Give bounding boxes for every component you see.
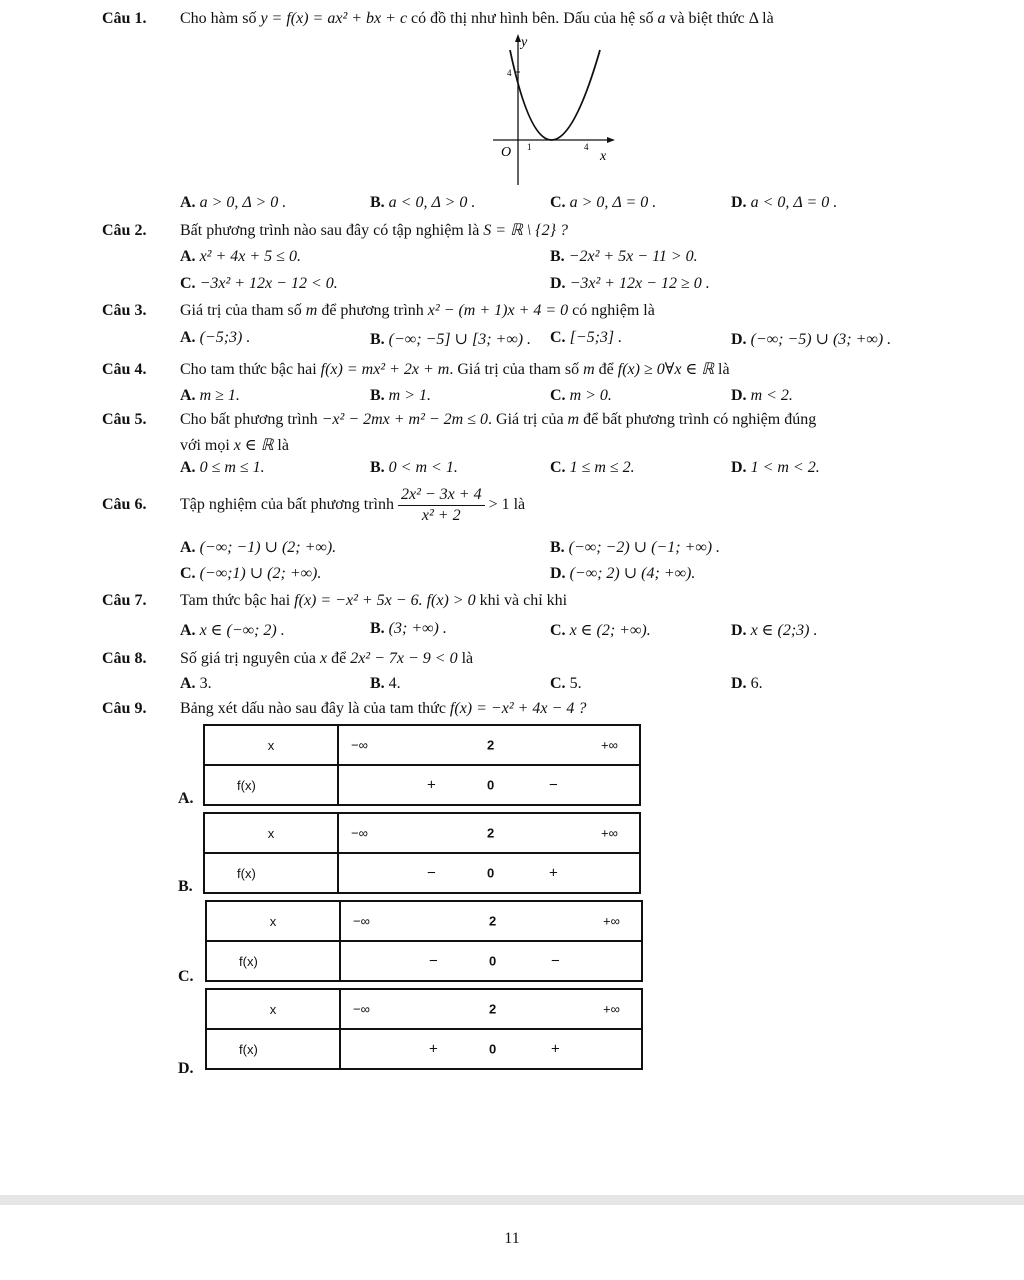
solution-set: S = ℝ \ {2} ? (483, 222, 569, 239)
option-c[interactable]: C. x ∈ (2; +∞). (550, 622, 651, 639)
question-number: Câu 7. (102, 592, 147, 609)
option-d[interactable]: D. x ∈ (2;3) . (731, 622, 818, 639)
sign-right: − (549, 776, 558, 794)
table-option-label[interactable]: D. (178, 1060, 194, 1077)
question-9 (102, 700, 586, 718)
inequality-rhs: > 1 (488, 496, 510, 514)
var-x: x (319, 650, 328, 667)
question-text: Giá trị của tham số (180, 302, 306, 319)
option-a[interactable]: A. x² + 4x + 5 ≤ 0. (180, 248, 301, 265)
var-m: m (305, 302, 318, 319)
option-d[interactable]: D. 6. (731, 675, 763, 692)
x-values (340, 901, 642, 941)
table-option-label[interactable]: B. (178, 878, 193, 895)
option-b[interactable]: B. −2x² + 5x − 11 > 0. (550, 248, 698, 265)
option-a[interactable]: A. 0 ≤ m ≤ 1. (180, 459, 265, 476)
question-number: Câu 1. (102, 10, 147, 27)
option-d[interactable]: D. 1 < m < 2. (731, 459, 820, 476)
option-a[interactable]: A. (−5;3) . (180, 329, 251, 346)
sign-table-option-3[interactable] (205, 988, 643, 1070)
function-expression: y = f(x) = ax² + bx + c (260, 10, 408, 27)
sign-values (340, 1029, 642, 1069)
condition: f(x) ≥ 0∀x ∈ ℝ (617, 361, 715, 378)
option-c[interactable]: C. −3x² + 12x − 12 < 0. (180, 275, 338, 292)
root-value: 2 (487, 825, 495, 841)
root-value: 2 (489, 1001, 497, 1017)
neg-infinity: −∞ (353, 913, 370, 929)
origin-label: O (501, 145, 512, 160)
option-b[interactable]: B. a < 0, Δ > 0 . (370, 194, 476, 211)
question-5-line-2: với mọi x ∈ ℝ là (180, 437, 289, 454)
table-row (204, 725, 640, 765)
fraction: $\frac{\text{2x² − 3x + 4}}{\text{x² + 2}}$ (398, 485, 485, 526)
header-x: x (204, 813, 338, 853)
question-text: có đồ thị như hình bên. Dấu của hệ số (407, 10, 658, 27)
sign-values (338, 853, 640, 893)
sign-right: + (551, 1040, 560, 1058)
question-text: Cho tam thức bậc hai (180, 361, 321, 378)
option-d[interactable]: D. (−∞; 2) ∪ (4; +∞). (550, 565, 696, 582)
tick-label-4: 4 (584, 142, 589, 152)
table-row (204, 765, 640, 805)
question-text: . Giá trị của (488, 411, 568, 428)
zero-value: 0 (487, 777, 495, 793)
neg-infinity: −∞ (351, 737, 368, 753)
equation: x² − (m + 1)x + 4 = 0 (427, 302, 569, 319)
option-c[interactable]: C. a > 0, Δ = 0 . (550, 194, 657, 211)
table-row (206, 1029, 642, 1069)
header-x: x (204, 725, 338, 765)
x-values (340, 989, 642, 1029)
option-c[interactable]: C. [−5;3] . (550, 329, 623, 346)
question-text: Tập nghiệm của bất phương trình (180, 496, 398, 514)
question-text: khi và chỉ khi (475, 592, 568, 609)
question-1 (102, 10, 774, 28)
option-b[interactable]: B. (3; +∞) . (370, 620, 447, 637)
header-fx: f(x) (206, 1029, 340, 1069)
question-7 (102, 592, 567, 610)
root-value: 2 (489, 913, 497, 929)
option-b[interactable]: B. (−∞; −2) ∪ (−1; +∞) . (550, 539, 721, 556)
tick-label-1: 1 (527, 142, 532, 152)
question-text: để phương trình (317, 302, 428, 319)
question-text: có nghiệm là (568, 302, 655, 319)
pos-infinity: +∞ (603, 1001, 620, 1017)
table-row (206, 941, 642, 981)
tick-label-y4: 4 (507, 68, 512, 78)
question-text: . Giá trị của tham số (449, 361, 584, 378)
table-row (204, 813, 640, 853)
header-fx: f(x) (206, 941, 340, 981)
sign-table-option-0[interactable] (203, 724, 641, 806)
question-text: để (327, 650, 351, 667)
neg-infinity: −∞ (351, 825, 368, 841)
inequality: 2x² − 7x − 9 < 0 (350, 650, 458, 667)
question-text: Cho bất phương trình (180, 411, 322, 428)
question-text: để bất phương trình có nghiệm đúng (579, 411, 817, 428)
sign-values (340, 941, 642, 981)
header-fx: f(x) (204, 765, 338, 805)
pos-infinity: +∞ (603, 913, 620, 929)
question-text: là (509, 496, 526, 514)
option-a[interactable]: A. m ≥ 1. (180, 387, 240, 404)
sign-table-option-1[interactable] (203, 812, 641, 894)
sign-right: − (551, 952, 560, 970)
page-number: 11 (504, 1230, 520, 1247)
option-c[interactable]: C. (−∞;1) ∪ (2; +∞). (180, 565, 322, 582)
table-row (204, 853, 640, 893)
question-text: là (457, 650, 474, 667)
question-number: Câu 6. (102, 496, 147, 514)
inequality: −x² − 2mx + m² − 2m ≤ 0 (321, 411, 489, 428)
zero-value: 0 (489, 953, 497, 969)
x-axis-label: x (600, 149, 607, 164)
x-values (338, 725, 640, 765)
root-value: 2 (487, 737, 495, 753)
option-d[interactable]: D. (−∞; −5) ∪ (3; +∞) . (731, 331, 892, 348)
table-option-label[interactable]: A. (178, 790, 194, 807)
sign-left: + (429, 1040, 438, 1058)
sign-values (338, 765, 640, 805)
question-number: Câu 3. (102, 302, 147, 319)
question-text: Tam thức bậc hai (180, 592, 295, 609)
question-8 (102, 650, 473, 668)
sign-table-option-2[interactable] (205, 900, 643, 982)
question-4 (102, 359, 730, 379)
question-text: và biệt thức Δ là (665, 10, 774, 27)
option-b[interactable]: B. 4. (370, 675, 401, 692)
question-5 (102, 411, 816, 429)
pos-infinity: +∞ (601, 825, 618, 841)
option-b[interactable]: B. m > 1. (370, 387, 432, 404)
question-6 (102, 485, 525, 526)
question-2 (102, 220, 568, 240)
page-separator (0, 1195, 1024, 1205)
question-number: Câu 9. (102, 700, 147, 717)
question-3 (102, 302, 655, 320)
var-m: m (567, 411, 580, 428)
question-number: Câu 2. (102, 222, 147, 239)
var-a: a (657, 10, 666, 27)
option-a[interactable]: A. x ∈ (−∞; 2) . (180, 622, 285, 639)
var-m: m (583, 361, 595, 378)
zero-value: 0 (487, 865, 495, 881)
x-values (338, 813, 640, 853)
question-text: Số giá trị nguyên của (180, 650, 320, 667)
function-expression: f(x) = −x² + 4x − 4 ? (449, 700, 587, 717)
function-expression: f(x) = mx² + 2x + m (320, 361, 450, 378)
question-text: Bất phương trình nào sau đây có tập nghiệm là (180, 222, 484, 239)
table-row (206, 989, 642, 1029)
question-number: Câu 5. (102, 411, 147, 428)
neg-infinity: −∞ (353, 1001, 370, 1017)
table-option-label[interactable]: C. (178, 968, 194, 985)
header-x: x (206, 989, 340, 1029)
parabola-graph (488, 30, 628, 190)
question-number: Câu 8. (102, 650, 147, 667)
option-c[interactable]: C. 5. (550, 675, 582, 692)
sign-right: + (549, 864, 558, 882)
option-a[interactable]: A. (−∞; −1) ∪ (2; +∞). (180, 539, 337, 556)
header-fx: f(x) (204, 853, 338, 893)
table-row (206, 901, 642, 941)
sign-left: − (427, 864, 436, 882)
option-d[interactable]: D. m < 2. (731, 387, 793, 404)
option-d[interactable]: D. a < 0, Δ = 0 . (731, 194, 838, 211)
option-a[interactable]: A. a > 0, Δ > 0 . (180, 194, 287, 211)
question-text: Bảng xét dấu nào sau đây là của tam thức (180, 700, 450, 717)
option-c[interactable]: C. m > 0. (550, 387, 612, 404)
header-x: x (206, 901, 340, 941)
option-b[interactable]: B. (−∞; −5] ∪ [3; +∞) . (370, 331, 532, 348)
zero-value: 0 (489, 1041, 497, 1057)
pos-infinity: +∞ (601, 737, 618, 753)
question-text: là (714, 361, 730, 378)
function-expression: f(x) = −x² + 5x − 6. f(x) > 0 (294, 592, 476, 609)
question-number: Câu 4. (102, 361, 147, 378)
option-c[interactable]: C. 1 ≤ m ≤ 2. (550, 459, 635, 476)
sign-left: − (429, 952, 438, 970)
option-a[interactable]: A. 3. (180, 675, 212, 692)
option-d[interactable]: D. −3x² + 12x − 12 ≥ 0 . (550, 275, 710, 292)
sign-left: + (427, 776, 436, 794)
option-b[interactable]: B. 0 < m < 1. (370, 459, 458, 476)
question-text: để (594, 361, 618, 378)
y-axis-label: y (521, 35, 528, 50)
question-text: Cho hàm số (180, 10, 261, 27)
